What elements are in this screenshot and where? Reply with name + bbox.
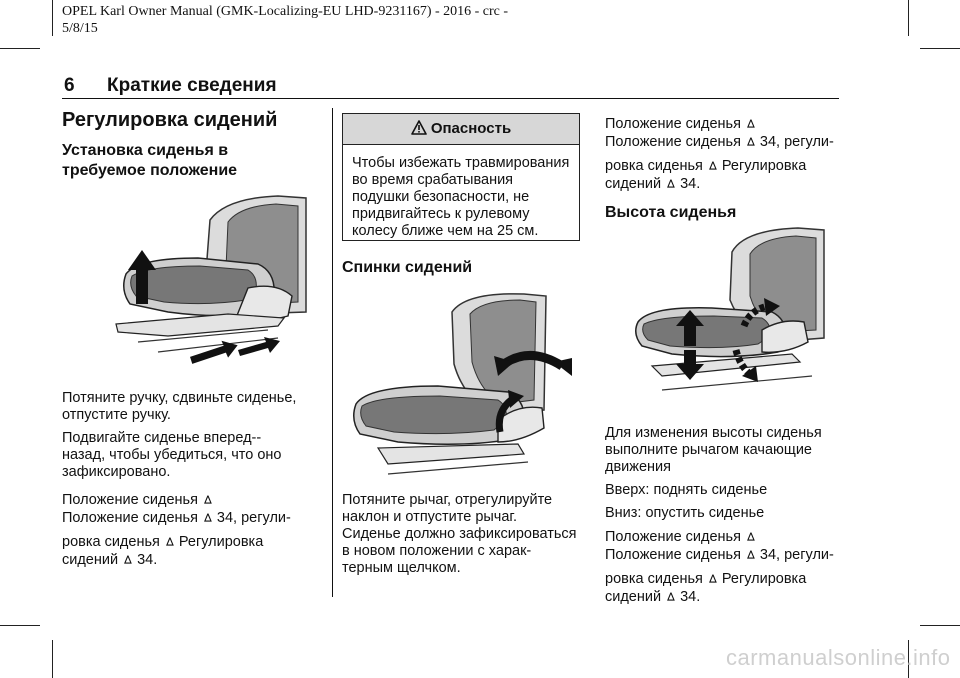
seat-slide-figure [108,192,308,374]
page-number: 6 [64,75,75,96]
warning-line-1: Чтобы избежать травмирования [352,155,570,171]
ref-text: сидений [605,589,662,605]
warning-line-3: подушки безопасности, не [352,189,530,205]
page-ref-icon: ⊳ [663,591,679,602]
height-instruction-1: Для изменения высоты сиденья [605,425,822,441]
ref-text: ровка сиденья [605,571,703,587]
column-divider [332,108,333,597]
reference-line-4 [62,551,324,569]
crop-mark [908,0,909,36]
backrest-instruction-5: терным щелчком. [342,560,461,576]
warning-title: Опасность [430,120,512,137]
ref-text: 34, регули- [216,510,291,526]
crop-mark [52,0,53,36]
instruction-2-line-1: Подвигайте сиденье вперед-- [62,430,262,446]
warning-line-2: во время срабатывания [352,172,514,188]
heading-seat-adjustment: Регулировка сидений [62,109,278,131]
height-up: Вверх: поднять сиденье [605,482,768,498]
column3-text [605,425,845,606]
warning-body [343,145,579,240]
header-line-2: 5/8/15 [62,21,98,36]
warning-header [343,114,579,145]
height-instruction-3: движения [605,459,671,475]
column1-text [62,390,324,569]
ref-text: Положение сиденья [62,510,198,526]
reference-line-2 [605,133,845,151]
instruction-1-line-2: отпустите ручку. [62,407,171,423]
section-title: Краткие сведения [107,75,277,96]
warning-icon [411,120,427,135]
crop-mark [920,625,960,626]
page-ref-icon: ⊳ [704,573,720,584]
backrest-instruction-1: Потяните рычаг, отрегулируйте [342,492,553,508]
watermark: carmanualsonline.info [726,645,951,670]
crop-mark [52,640,53,678]
reference-line-2 [62,509,324,527]
height-down: Вниз: опустить сиденье [605,505,765,521]
subheading-line-1: Установка сиденья в [62,142,229,159]
instruction-2-line-3: зафиксировано. [62,464,171,480]
warning-line-5: колесу ближе чем на 25 см. [352,223,539,239]
ref-text: ровка сиденья [62,534,160,550]
backrest-recline-figure [348,292,574,482]
reference-line-3 [605,157,845,175]
header-line-1: OPEL Karl Owner Manual (GMK-Localizing-EU LHD-9231167) - 2016 - crc - [62,4,509,19]
document-header [62,3,508,37]
column2-heading-block [342,258,580,278]
ref-text: 34, регули- [759,547,834,563]
page-ref-icon: ⊳ [161,536,177,547]
crop-mark [0,48,40,49]
reference-line-1 [605,115,845,133]
subheading-line-2: требуемое положение [62,162,238,179]
ref-text: Положение сиденья [605,134,741,150]
heading-seat-backrests: Спинки сидений [342,259,473,276]
column-seat-adjustment [62,108,324,181]
ref-text: сидений [605,176,662,192]
crop-mark [0,625,40,626]
backrest-instruction-2: наклон и отпустите рычаг. [342,509,517,525]
warning-box [342,113,580,241]
page-ref-icon: ⊳ [663,178,679,189]
ref-text: Регулировка [178,534,264,550]
ref-text: 34. [137,552,158,568]
ref-text: Регулировка [721,571,807,587]
page-ref-icon: ⊳ [742,136,758,147]
ref-text: ровка сиденья [605,158,703,174]
reference-line-4 [605,588,845,606]
ref-text: 34. [680,589,701,605]
crop-mark [920,48,960,49]
page-ref-icon: ⊳ [704,160,720,171]
instruction-2-line-2: назад, чтобы убедиться, что оно [62,447,282,463]
page-ref-icon: ⊳ [742,549,758,560]
reference-line-4 [605,175,845,193]
reference-line-1 [62,491,324,509]
height-instruction-2: выполните рычагом качающие [605,442,812,458]
seat-height-figure [632,226,828,402]
section-header [62,68,839,99]
heading-seat-height: Высота сиденья [605,204,737,221]
page-ref-icon: ⊳ [742,118,758,129]
ref-text: Положение сиденья [605,529,741,545]
page-ref-icon: ⊳ [199,512,215,523]
ref-text: Положение сиденья [605,116,741,132]
page-ref-icon: ⊳ [120,554,136,565]
backrest-instruction-3: Сиденье должно зафиксироваться [342,526,577,542]
column2-text [342,492,580,577]
ref-text: Регулировка [721,158,807,174]
ref-text: Положение сиденья [605,547,741,563]
ref-text: Положение сиденья [62,492,198,508]
ref-text: 34. [680,176,701,192]
page-ref-icon: ⊳ [742,531,758,542]
page-ref-icon: ⊳ [199,494,215,505]
reference-line-3 [605,570,845,588]
backrest-instruction-4: в новом положении с харак- [342,543,532,559]
warning-line-4: придвигайтесь к рулевому [352,206,530,222]
reference-line-3 [62,533,324,551]
reference-line-1 [605,528,845,546]
ref-text: 34, регули- [759,134,834,150]
reference-line-2 [605,546,845,564]
instruction-1-line-1: Потяните ручку, сдвиньте сиденье, [62,390,297,406]
ref-text: сидений [62,552,119,568]
column3-top-refs [605,115,845,223]
